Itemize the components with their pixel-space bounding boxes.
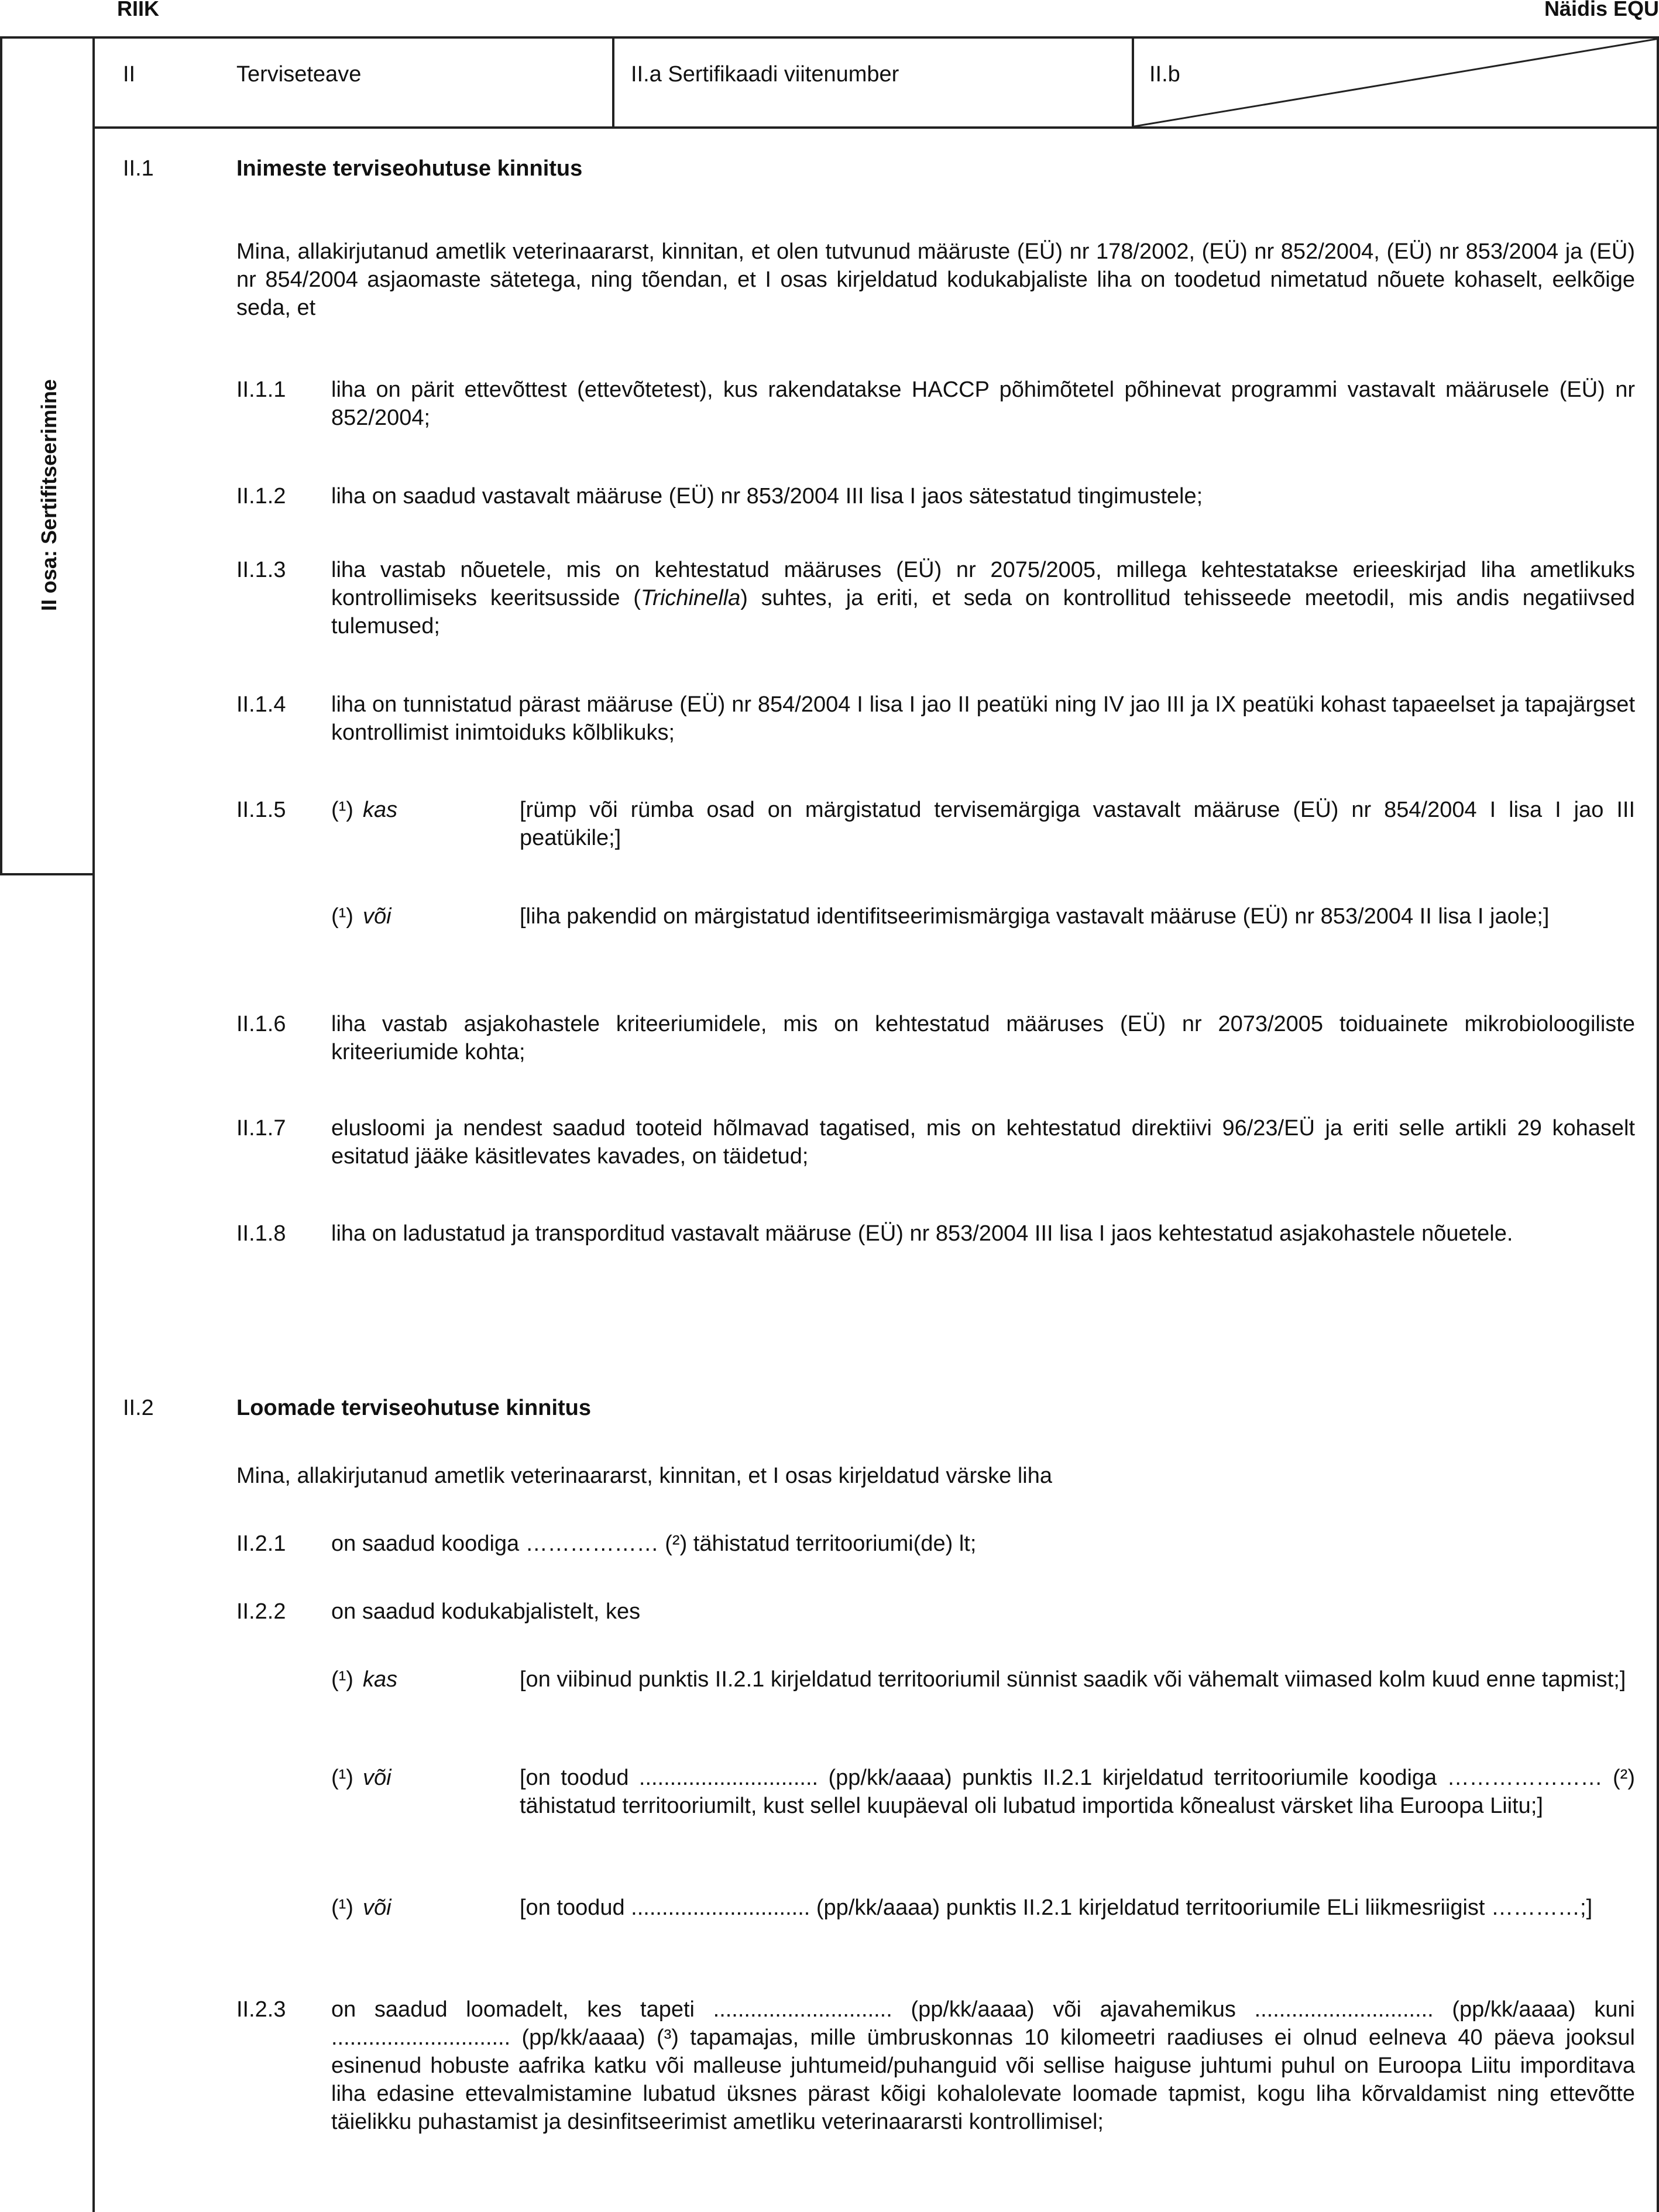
- option-keyword: kas: [363, 798, 398, 822]
- footnote-ref: (¹): [331, 798, 353, 822]
- item-text: liha on tunnistatud pärast määruse (EÜ) nr 854/2004 I lisa I jao II peatüki ning IV jao III ja IX peatüki kohast tapaeelset ja tapajärgset kontrollimist inimtoiduks kõlblikuks;: [331, 692, 1635, 745]
- item-text: on saadud loomadelt, kes tapeti ............................. (pp/kk/aaaa) või ajavahemikus ............................. (pp/kk/aaaa) kuni ............................. (pp/kk/aaaa) (³) tapamajas, mille ümbruskonnas 10 kilomeetri raadiuses ei olnud eelneva 40 päeva jooksul esinenud hobuste aafrika katku või malleuse juhtumeid/puhanguid või sellise haiguse juhtumi puhul on Euroopa Liitu imporditava liha edasine ettevalmistamine lubatud üksnes pärast kõigi kohalolevate loomade tapmist, kogu liha kõrvaldamist ning ettevõtte täielikku puhastamist ja desinfitseerimist ametliku veterinaararsti kontrollimisel;: [331, 1997, 1635, 2134]
- item-number: II.2.2: [236, 1599, 286, 1624]
- option-keyword: või: [363, 1766, 391, 1790]
- item-number: II.1.4: [236, 692, 286, 717]
- item-number: II.1.6: [236, 1012, 286, 1036]
- country-label: RIIK: [117, 0, 159, 20]
- header-iib-label: II.b: [1149, 62, 1180, 87]
- certificate-frame: [92, 36, 1659, 2212]
- header-part-number: II: [123, 62, 136, 87]
- item-text: on saadud kodukabjalistelt, kes: [331, 1599, 641, 1624]
- option-keyword: või: [363, 904, 391, 929]
- item-text: liha on ladustatud ja transporditud vastavalt määruse (EÜ) nr 853/2004 III lisa I jaos kehtestatud asjakohastele nõuetele.: [331, 1221, 1513, 1246]
- item-text: on saadud koodiga ……………… (²) tähistatud territooriumi(de) lt;: [331, 1531, 977, 1556]
- header-reference-label: II.a Sertifikaadi viitenumber: [631, 62, 899, 87]
- diagonal-strike: [1134, 39, 1659, 126]
- header-row: [95, 39, 1657, 129]
- item-number: II.1.5: [236, 798, 286, 822]
- option-text: [on viibinud punktis II.2.1 kirjeldatud territooriumil sünnist saadik või vähemalt viimased kolm kuud enne tapmist;]: [520, 1667, 1626, 1692]
- item-text: liha vastab asjakohastele kriteeriumidele, mis on kehtestatud määruses (EÜ) nr 2073/2005 toiduainete mikrobioloogiliste kriteeriumide kohta;: [331, 1012, 1635, 1064]
- item-number: II.1.3: [236, 558, 286, 582]
- item-text: liha vastab nõuetele, mis on kehtestatud määruses (EÜ) nr 2075/2005, millega kehtestatakse erieeskirjad liha ametlikuks kontrollimiseks keeritsusside (Trichinella) suhtes, ja eriti, et seda on kontrollitud tehisseede meetodil, mis andis negatiivsed tulemused;: [331, 558, 1635, 638]
- option-keyword: või: [363, 1895, 391, 1920]
- item-text: liha on saadud vastavalt määruse (EÜ) nr 853/2004 III lisa I jaos sätestatud tingimustele;: [331, 484, 1203, 509]
- side-panel: [0, 36, 92, 875]
- section-number: II.1: [123, 156, 154, 181]
- header-divider: [612, 39, 614, 129]
- item-number: II.1.7: [236, 1116, 286, 1141]
- option-text: [liha pakendid on märgistatud identifitseerimismärgiga vastavalt määruse (EÜ) nr 853/2004 II lisa I jaole;]: [520, 904, 1550, 929]
- footnote-ref: (¹): [331, 1667, 353, 1692]
- option-text: [rümp või rümba osad on märgistatud tervisemärgiga vastavalt määruse (EÜ) nr 854/2004 I lisa I jao III peatükile;]: [520, 798, 1635, 850]
- section-number: II.2: [123, 1396, 154, 1420]
- model-label: Näidis EQU: [1544, 0, 1659, 20]
- section-title: Inimeste terviseohutuse kinnitus: [236, 156, 583, 181]
- footnote-ref: (¹): [331, 1766, 353, 1790]
- footnote-ref: (¹): [331, 1895, 353, 1920]
- item-number: II.2.3: [236, 1997, 286, 2022]
- header-part-title: Terviseteave: [236, 62, 362, 87]
- item-number: II.1.1: [236, 377, 286, 402]
- side-label: II osa: Sertifitseerimine: [37, 379, 61, 612]
- item-number: II.1.2: [236, 484, 286, 509]
- item-text: elusloomi ja nendest saadud tooteid hõlmavad tagatised, mis on kehtestatud direktiivi 96/23/EÜ ja eriti selle artikli 29 kohaselt esitatud jääke käsitlevates kavades, on täidetud;: [331, 1116, 1635, 1169]
- section-title: Loomade terviseohutuse kinnitus: [236, 1396, 591, 1420]
- item-number: II.1.8: [236, 1221, 286, 1246]
- option-text: [on toodud ............................. (pp/kk/aaaa) punktis II.2.1 kirjeldatud territooriumile ELi liikmesriigist …………;]: [520, 1895, 1593, 1920]
- section-intro: Mina, allakirjutanud ametlik veterinaararst, kinnitan, et I osas kirjeldatud värske liha: [236, 1464, 1052, 1488]
- section-intro: Mina, allakirjutanud ametlik veterinaararst, kinnitan, et olen tutvunud määruste (EÜ) nr 178/2002, (EÜ) nr 852/2004, (EÜ) nr 853/2004 ja (EÜ) nr 854/2004 asjaomaste sätetega, ning tõendan, et I osas kirjeldatud kodukabjaliste liha on toodetud nimetatud nõuete kohaselt, eelkõige seda, et: [236, 239, 1635, 320]
- footnote-ref: (¹): [331, 904, 353, 929]
- option-keyword: kas: [363, 1667, 398, 1692]
- option-text: [on toodud ............................. (pp/kk/aaaa) punktis II.2.1 kirjeldatud territooriumile koodiga ………………… (²) tähistatud territooriumilt, kust sellel kuupäeval oli lubatud importida kõnealust värsket liha Euroopa Liitu;]: [520, 1766, 1635, 1818]
- item-number: II.2.1: [236, 1531, 286, 1556]
- item-text: liha on pärit ettevõttest (ettevõtetest), kus rakendatakse HACCP põhimõtetel põhinevat programmi vastavalt määrusele (EÜ) nr 852/2004;: [331, 377, 1635, 430]
